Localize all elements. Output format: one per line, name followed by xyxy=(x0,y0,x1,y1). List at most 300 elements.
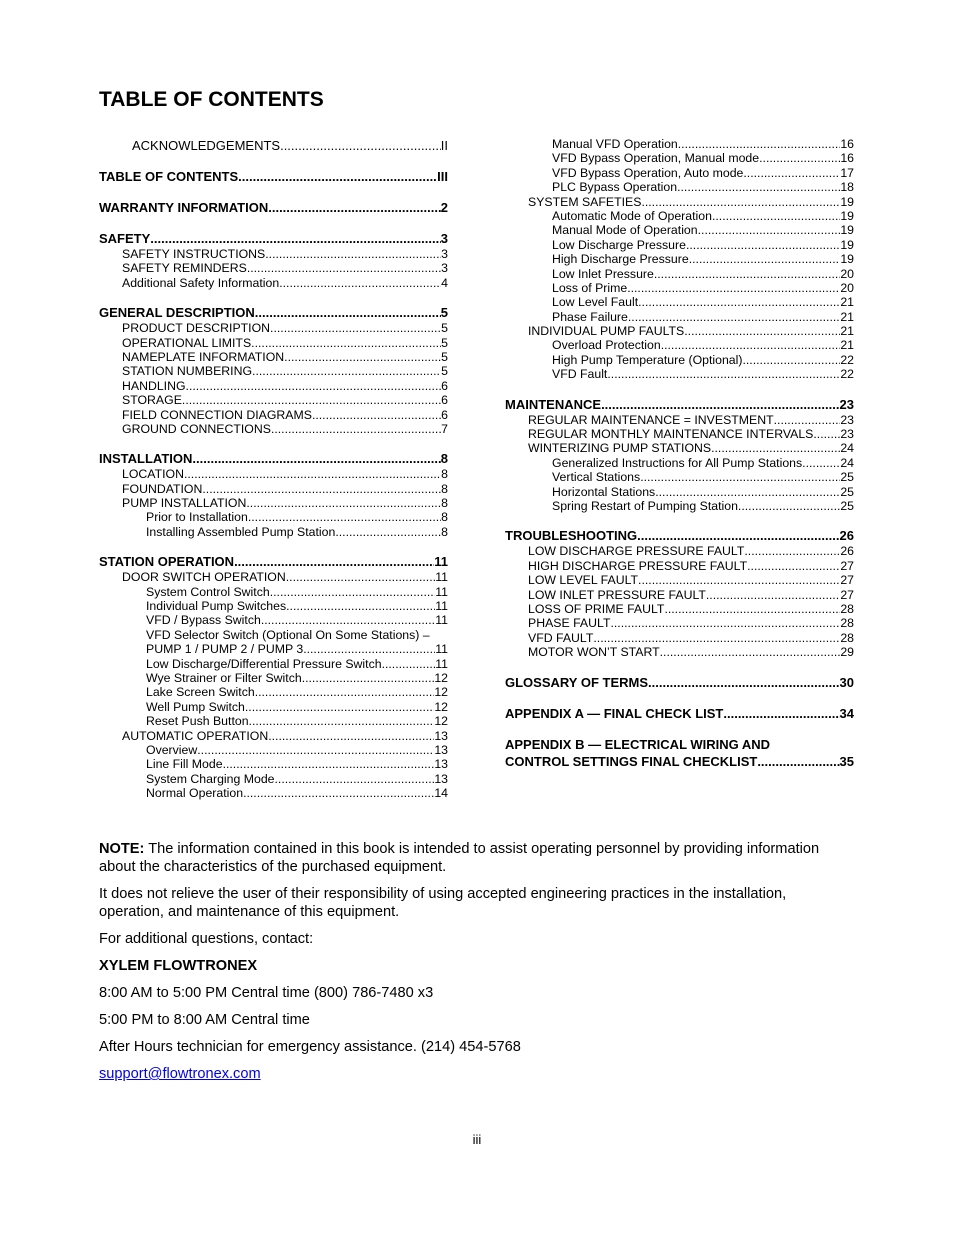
toc-subsection-entry[interactable] xyxy=(99,379,448,393)
dot-leader xyxy=(655,485,840,499)
toc-section-entry[interactable] xyxy=(99,168,448,185)
toc-entry-title: CONTROL SETTINGS FINAL CHECKLIST xyxy=(505,753,758,769)
toc-page-number: 13 xyxy=(434,771,448,786)
toc-spacer xyxy=(505,722,854,736)
toc-subsection-entry[interactable] xyxy=(505,180,854,194)
dot-leader xyxy=(686,238,840,252)
toc-subsection-entry[interactable] xyxy=(505,209,854,223)
dot-leader xyxy=(284,350,441,364)
toc-page-number: 4 xyxy=(441,275,448,290)
toc-entry-title: Installing Assembled Pump Station xyxy=(146,524,336,539)
toc-page-number: 13 xyxy=(434,728,448,743)
dot-leader xyxy=(243,786,434,800)
dot-leader xyxy=(252,364,441,378)
toc-entry-title: STORAGE xyxy=(122,393,182,408)
toc-entry-title: LOW DISCHARGE PRESSURE FAULT xyxy=(528,544,745,559)
toc-subsection-entry[interactable] xyxy=(99,743,448,757)
dot-leader xyxy=(247,261,441,275)
toc-entry-title: TABLE OF CONTENTS xyxy=(99,169,239,184)
toc-subsection-entry[interactable] xyxy=(505,281,854,295)
toc-subsection-entry[interactable] xyxy=(505,324,854,338)
toc-page-number: 3 xyxy=(441,261,448,276)
toc-subsection-entry[interactable] xyxy=(99,685,448,699)
dot-leader xyxy=(638,573,840,587)
dot-leader xyxy=(335,525,441,539)
toc-page-number: 20 xyxy=(840,266,854,281)
toc-right-column xyxy=(505,137,854,770)
toc-page-number: 6 xyxy=(441,378,448,393)
toc-subsection-entry[interactable] xyxy=(505,223,854,237)
toc-subsection-entry[interactable] xyxy=(99,482,448,496)
toc-entry-title: Low Inlet Pressure xyxy=(552,266,654,281)
toc-page-number: 2 xyxy=(440,200,448,215)
toc-page-number: 19 xyxy=(840,237,854,252)
toc-page-number: 8 xyxy=(440,451,448,467)
toc-page-number: 11 xyxy=(435,584,448,599)
toc-page-number: 5 xyxy=(440,305,448,321)
toc-page-number: 23 xyxy=(839,396,854,412)
toc-entry-continued: APPENDIX B — ELECTRICAL WIRING AND xyxy=(505,736,771,752)
toc-page-number: 25 xyxy=(840,498,854,513)
dot-leader xyxy=(255,304,441,321)
toc-subsection-entry[interactable] xyxy=(505,573,854,587)
toc-subsection-entry[interactable] xyxy=(99,137,448,154)
toc-subsection-entry[interactable] xyxy=(99,786,448,800)
toc-section-entry[interactable] xyxy=(99,450,448,467)
toc-page-number: 8 xyxy=(441,510,448,525)
toc-entry-title: Generalized Instructions for All Pump Stations xyxy=(552,455,803,470)
dot-leader xyxy=(286,570,436,584)
toc-entry-title: Normal Operation xyxy=(146,786,244,801)
toc-subsection-entry[interactable] xyxy=(505,338,854,352)
toc-page-number: II xyxy=(440,138,448,153)
toc-entry-title: SYSTEM SAFETIES xyxy=(528,194,642,209)
toc-subsection-entry[interactable] xyxy=(99,700,448,714)
toc-page-number: 7 xyxy=(441,421,448,436)
toc-entry-title: Well Pump Switch xyxy=(146,699,245,714)
dot-leader xyxy=(302,671,435,685)
toc-subsection-entry[interactable] xyxy=(505,588,854,602)
toc-page-number: 21 xyxy=(840,309,854,324)
toc-subsection-entry[interactable] xyxy=(99,570,448,584)
dot-leader xyxy=(150,230,440,247)
toc-subsection-entry[interactable] xyxy=(505,470,854,484)
toc-subsection-entry[interactable] xyxy=(505,252,854,266)
toc-entry-title: REGULAR MONTHLY MAINTENANCE INTERVALS xyxy=(528,427,814,442)
toc-page-number: 24 xyxy=(840,455,854,470)
toc-entry-title: Additional Safety Information xyxy=(122,275,280,290)
toc-entry-title: REGULAR MAINTENANCE = INVESTMENT xyxy=(528,412,774,427)
toc-section-entry[interactable] xyxy=(99,199,448,216)
toc-section-entry[interactable] xyxy=(99,304,448,321)
dot-leader xyxy=(255,685,435,699)
toc-page-number: 28 xyxy=(840,601,854,616)
dot-leader xyxy=(280,137,441,154)
dot-leader xyxy=(246,496,441,510)
dot-leader xyxy=(197,743,434,757)
toc-entry-title: Automatic Mode of Operation xyxy=(552,208,712,223)
support-email-link[interactable]: support@flowtronex.com xyxy=(99,1066,261,1082)
toc-page-number: 34 xyxy=(839,705,854,721)
dot-leader xyxy=(637,527,839,544)
dot-leader xyxy=(251,336,441,350)
dot-leader xyxy=(245,700,434,714)
toc-subsection-entry[interactable] xyxy=(505,195,854,209)
toc-entry-title: AUTOMATIC OPERATION xyxy=(122,728,269,743)
toc-page-number: 12 xyxy=(434,714,448,729)
toc-subsection-entry[interactable] xyxy=(99,657,448,671)
toc-subsection-entry[interactable] xyxy=(99,422,448,436)
toc-page-number: 28 xyxy=(840,616,854,631)
toc-page-number: 22 xyxy=(840,367,854,382)
page-title: TABLE OF CONTENTS xyxy=(99,88,324,111)
toc-subsection-entry[interactable] xyxy=(505,485,854,499)
toc-subsection-entry[interactable] xyxy=(505,367,854,381)
toc-entry-title: TROUBLESHOOTING xyxy=(505,528,638,544)
toc-left-column xyxy=(99,137,448,801)
dot-leader xyxy=(738,499,840,513)
toc-subsection-entry[interactable] xyxy=(505,441,854,455)
dot-leader xyxy=(628,310,840,324)
toc-subsection-entry[interactable] xyxy=(505,456,854,470)
dot-leader xyxy=(184,467,441,481)
dot-leader xyxy=(660,645,841,659)
company-name: XYLEM FLOWTRONEX xyxy=(99,958,258,974)
toc-section-entry[interactable] xyxy=(99,553,448,570)
toc-subsection-entry[interactable] xyxy=(99,393,448,407)
dot-leader xyxy=(286,599,435,613)
toc-page-number: 22 xyxy=(840,352,854,367)
toc-entry-title: STATION NUMBERING xyxy=(122,364,253,379)
toc-entry-title: System Charging Mode xyxy=(146,771,275,786)
toc-subsection-entry[interactable] xyxy=(99,364,448,378)
toc-page-number: 11 xyxy=(434,554,448,570)
toc-subsection-entry[interactable] xyxy=(505,559,854,573)
dot-leader xyxy=(648,674,840,691)
toc-subsection-entry[interactable] xyxy=(505,353,854,367)
toc-subsection-entry[interactable] xyxy=(505,499,854,513)
toc-subsection-entry[interactable] xyxy=(505,310,854,324)
toc-page-number: 21 xyxy=(840,338,854,353)
dot-leader xyxy=(774,413,841,427)
toc-subsection-entry[interactable] xyxy=(505,427,854,441)
toc-entry-title: Manual Mode of Operation xyxy=(552,223,698,238)
toc-subsection-entry[interactable] xyxy=(505,267,854,281)
toc-subsection-entry[interactable] xyxy=(99,714,448,728)
dot-leader xyxy=(661,338,841,352)
toc-entry-title: MOTOR WON’T START xyxy=(528,645,660,660)
dot-leader xyxy=(677,180,840,194)
toc-page-number: 35 xyxy=(839,753,854,769)
dot-leader xyxy=(270,321,441,335)
toc-entry-title: SAFETY xyxy=(99,231,151,246)
dot-leader xyxy=(712,209,840,223)
toc-entry-title: FOUNDATION xyxy=(122,481,203,496)
toc-subsection-entry[interactable] xyxy=(505,645,854,659)
dot-leader xyxy=(706,588,840,602)
toc-page-number: 12 xyxy=(434,670,448,685)
toc-entry-title: OPERATIONAL LIMITS xyxy=(122,335,252,350)
toc-subsection-entry[interactable] xyxy=(99,321,448,335)
toc-subsection-entry[interactable] xyxy=(99,772,448,786)
toc-entry-title: Horizontal Stations xyxy=(552,484,656,499)
toc-subsection-entry[interactable] xyxy=(99,585,448,599)
dot-leader xyxy=(249,714,435,728)
dot-leader xyxy=(802,456,840,470)
toc-page-number: 12 xyxy=(434,685,448,700)
toc-entry-title: LOCATION xyxy=(122,467,184,482)
toc-entry-title: Overload Protection xyxy=(552,338,661,353)
dot-leader xyxy=(275,772,435,786)
dot-leader xyxy=(192,450,440,467)
note-text: The information contained in this book is intended to assist operating personnel by providing information about the characteristics of the purchased equipment. xyxy=(99,841,820,875)
toc-section-entry[interactable] xyxy=(505,674,854,691)
toc-page-number: III xyxy=(437,169,448,184)
toc-entry-title: Overview xyxy=(146,742,198,757)
toc-spacer xyxy=(99,185,448,199)
dot-leader xyxy=(223,757,435,771)
toc-spacer xyxy=(99,154,448,168)
dot-leader xyxy=(759,151,840,165)
page-number: iii xyxy=(472,1132,482,1147)
toc-entry-title: STATION OPERATION xyxy=(99,554,235,570)
toc-spacer xyxy=(505,691,854,705)
toc-page-number: 14 xyxy=(434,786,448,801)
toc-section-entry[interactable] xyxy=(505,396,854,413)
toc-entry-title: HIGH DISCHARGE PRESSURE FAULT xyxy=(528,558,748,573)
toc-page-number: 25 xyxy=(840,470,854,485)
toc-subsection-entry[interactable] xyxy=(99,613,448,627)
toc-page-number: 11 xyxy=(435,599,448,614)
toc-page-number: 8 xyxy=(441,467,448,482)
toc-page-number: 21 xyxy=(840,324,854,339)
toc-entry-title: Low Discharge/Differential Pressure Switch xyxy=(146,656,382,671)
toc-page-number: 24 xyxy=(840,441,854,456)
toc-entry-title: WINTERIZING PUMP STATIONS xyxy=(528,441,712,456)
dot-leader xyxy=(698,223,841,237)
toc-entry-title: SAFETY INSTRUCTIONS xyxy=(122,247,266,261)
toc-subsection-entry[interactable] xyxy=(99,729,448,743)
dot-leader xyxy=(742,353,840,367)
toc-entry-title: Loss of Prime xyxy=(552,280,628,295)
toc-subsection-entry[interactable] xyxy=(505,602,854,616)
after-hours-contact: After Hours technician for emergency assistance. (214) 454-5768 xyxy=(99,1039,521,1055)
dot-leader xyxy=(689,252,841,266)
toc-page-number: 17 xyxy=(840,165,854,180)
toc-page-number: 29 xyxy=(840,645,854,660)
dot-leader xyxy=(684,324,840,338)
toc-section-entry[interactable] xyxy=(505,705,854,722)
toc-spacer xyxy=(505,513,854,527)
toc-section-entry[interactable] xyxy=(505,527,854,544)
toc-page-number: 18 xyxy=(840,180,854,195)
toc-page-number: 3 xyxy=(440,231,448,246)
dot-leader xyxy=(654,267,840,281)
toc-section-entry[interactable] xyxy=(99,230,448,247)
toc-page-number: 26 xyxy=(840,544,854,559)
dot-leader xyxy=(186,379,442,393)
dot-leader xyxy=(744,544,840,558)
toc-subsection-entry[interactable] xyxy=(505,166,854,180)
toc-entry-title: WARRANTY INFORMATION xyxy=(99,200,269,215)
toc-entry-title: High Pump Temperature (Optional) xyxy=(552,352,743,367)
note-paragraph-2: It does not relieve the user of their responsibility of using accepted engineering practices in the installation, operation, and maintenance of this equipment. xyxy=(99,886,787,920)
dot-leader xyxy=(248,510,441,524)
toc-page-number: 8 xyxy=(441,481,448,496)
toc-entry-title: SAFETY REMINDERS xyxy=(122,261,247,276)
toc-subsection-entry[interactable] xyxy=(99,336,448,350)
toc-entry-title: VFD Bypass Operation, Manual mode xyxy=(552,151,760,166)
dot-leader xyxy=(638,295,840,309)
toc-entry-title: VFD Bypass Operation, Auto mode xyxy=(552,165,744,180)
toc-entry-title: GENERAL DESCRIPTION xyxy=(99,305,255,321)
toc-page-number: 23 xyxy=(840,412,854,427)
dot-leader xyxy=(757,753,839,770)
dot-leader xyxy=(743,166,840,180)
toc-entry-title: VFD Fault xyxy=(552,367,608,382)
toc-spacer xyxy=(99,436,448,450)
dot-leader xyxy=(279,276,441,290)
toc-page-number: 27 xyxy=(840,573,854,588)
toc-subsection-entry[interactable] xyxy=(99,510,448,524)
dot-leader xyxy=(268,729,434,743)
toc-subsection-entry[interactable] xyxy=(99,599,448,613)
toc-entry-title: Line Fill Mode xyxy=(146,757,223,772)
toc-entry-title: GLOSSARY OF TERMS xyxy=(505,674,649,690)
toc-subsection-entry[interactable] xyxy=(99,525,448,539)
toc-entry-title: LOSS OF PRIME FAULT xyxy=(528,601,665,616)
toc-spacer xyxy=(99,216,448,230)
toc-entry-title: Low Discharge Pressure xyxy=(552,237,686,252)
toc-entry-title: NAMEPLATE INFORMATION xyxy=(122,349,285,364)
toc-subsection-entry[interactable] xyxy=(505,238,854,252)
toc-page-number: 16 xyxy=(840,137,854,151)
dot-leader xyxy=(678,137,841,151)
toc-page-number: 5 xyxy=(441,364,448,379)
toc-page-number: 6 xyxy=(441,407,448,422)
note-paragraph-3: For additional questions, contact: xyxy=(99,931,314,947)
toc-subsection-entry[interactable] xyxy=(505,413,854,427)
toc-entry-title: INDIVIDUAL PUMP FAULTS xyxy=(528,324,685,339)
dot-leader xyxy=(271,422,441,436)
toc-page-number: 6 xyxy=(441,393,448,408)
toc-page-number: 19 xyxy=(840,252,854,267)
toc-page-number: 30 xyxy=(839,674,854,690)
dot-leader xyxy=(312,408,441,422)
toc-page-number: 26 xyxy=(839,528,854,544)
toc-entry-title: Lake Screen Switch xyxy=(146,685,255,700)
toc-page-number: 5 xyxy=(441,321,448,336)
toc-page-number: 8 xyxy=(441,524,448,539)
dot-leader xyxy=(627,281,840,295)
toc-spacer xyxy=(99,290,448,304)
toc-entry-title: PUMP INSTALLATION xyxy=(122,496,247,511)
toc-entry-title: INSTALLATION xyxy=(99,451,193,467)
dot-leader xyxy=(270,585,436,599)
toc-subsection-entry[interactable] xyxy=(505,631,854,645)
dot-leader xyxy=(640,470,840,484)
toc-page-number: 5 xyxy=(441,335,448,350)
toc-subsection-entry[interactable] xyxy=(99,261,448,275)
toc-entry-title: LOW INLET PRESSURE FAULT xyxy=(528,587,706,602)
toc-page-number: 25 xyxy=(840,484,854,499)
toc-subsection-entry[interactable] xyxy=(99,496,448,510)
dot-leader xyxy=(202,482,441,496)
dot-leader xyxy=(664,602,840,616)
toc-page-number: 20 xyxy=(840,280,854,295)
dot-leader xyxy=(238,168,437,185)
toc-entry-title: Spring Restart of Pumping Station xyxy=(552,498,738,513)
toc-subsection-entry[interactable] xyxy=(505,137,854,151)
toc-page-number: 16 xyxy=(840,151,854,166)
toc-entry-title: Reset Push Button xyxy=(146,714,249,729)
toc-entry-title: HANDLING xyxy=(122,378,186,393)
dot-leader xyxy=(261,613,435,627)
dot-leader xyxy=(711,441,840,455)
toc-page-number: 19 xyxy=(840,208,854,223)
dot-leader xyxy=(382,657,436,671)
dot-leader xyxy=(268,199,441,216)
toc-subsection-entry[interactable] xyxy=(505,295,854,309)
toc-entry-title: VFD / Bypass Switch xyxy=(146,613,261,628)
toc-section-entry[interactable] xyxy=(505,753,854,770)
dot-leader xyxy=(641,195,840,209)
toc-spacer xyxy=(505,382,854,396)
dot-leader xyxy=(723,705,839,722)
toc-entry-title: FIELD CONNECTION DIAGRAMS xyxy=(122,407,312,422)
toc-subsection-entry[interactable] xyxy=(99,757,448,771)
toc-page-number: 28 xyxy=(840,630,854,645)
toc-page-number: 3 xyxy=(441,247,448,261)
toc-entry-continued: VFD Selector Switch (Optional On Some Stations) – xyxy=(146,627,430,642)
toc-spacer xyxy=(505,660,854,674)
toc-entry-title: PHASE FAULT xyxy=(528,616,611,631)
toc-entry-title: System Control Switch xyxy=(146,584,270,599)
toc-subsection-entry[interactable] xyxy=(505,616,854,630)
note-paragraph xyxy=(99,840,839,876)
toc-page-number: 19 xyxy=(840,223,854,238)
toc-subsection-entry[interactable] xyxy=(505,544,854,558)
toc-page-number: 13 xyxy=(434,757,448,772)
dot-leader xyxy=(747,559,840,573)
dot-leader xyxy=(234,553,434,570)
toc-subsection-entry[interactable] xyxy=(99,408,448,422)
dot-leader xyxy=(265,247,441,261)
toc-page-number: 8 xyxy=(441,496,448,511)
toc-subsection-entry[interactable] xyxy=(99,350,448,364)
toc-entry-title: GROUND CONNECTIONS xyxy=(122,421,271,436)
toc-entry-title: Vertical Stations xyxy=(552,470,641,485)
toc-subsection-entry[interactable] xyxy=(505,151,854,165)
toc-page-number: 21 xyxy=(840,295,854,310)
toc-subsection-entry[interactable] xyxy=(99,276,448,290)
toc-entry-title: APPENDIX A — FINAL CHECK LIST xyxy=(505,705,724,721)
toc-entry-title: Wye Strainer or Filter Switch xyxy=(146,670,302,685)
toc-entry-title: High Discharge Pressure xyxy=(552,252,689,267)
toc-subsection-entry[interactable] xyxy=(99,467,448,481)
toc-subsection-entry[interactable] xyxy=(99,247,448,261)
toc-entry-title: MAINTENANCE xyxy=(505,396,602,412)
toc-subsection-entry[interactable] xyxy=(99,671,448,685)
toc-entry-title: VFD FAULT xyxy=(528,630,594,645)
toc-page-number: 19 xyxy=(840,194,854,209)
toc-subsection-entry[interactable] xyxy=(99,642,448,656)
toc-page-number: 12 xyxy=(434,699,448,714)
toc-entry-title: Low Level Fault xyxy=(552,295,639,310)
dot-leader xyxy=(813,427,840,441)
toc-entry-title: PUMP 1 / PUMP 2 / PUMP 3 xyxy=(146,642,304,657)
toc-page-number: 27 xyxy=(840,558,854,573)
